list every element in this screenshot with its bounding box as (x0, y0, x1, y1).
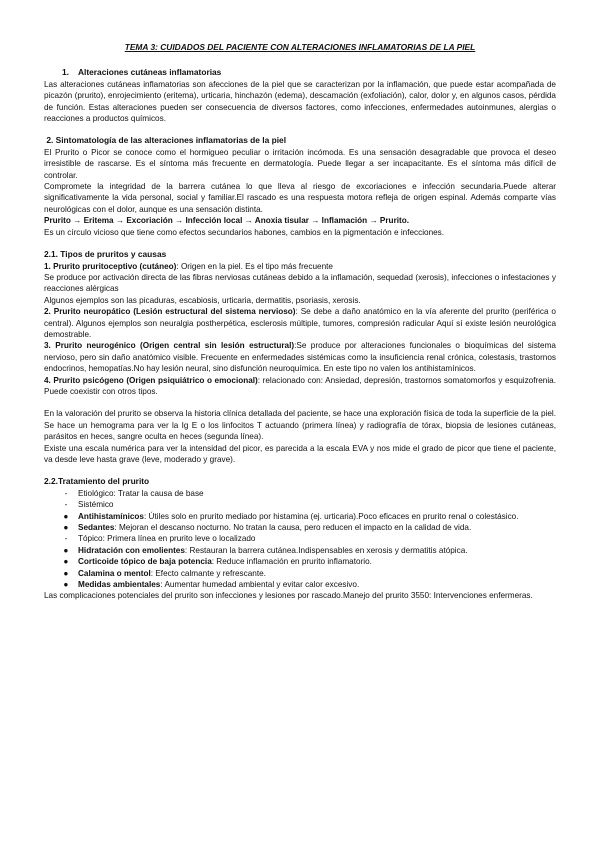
type-4-label: 4. Prurito psicógeno (Origen psiquiátrico o emocional) (44, 375, 258, 385)
assessment-paragraph-1: En la valoración del prurito se observa la historia clínica detallada del paciente, se hace una exploración física de toda la superficie de la piel. Se hace un hemograma para ver la Ig E o los linfocitos T actuando (primera línea) y radiografía de tórax, biopsia de lesiones cutáneas, parásitos en heces, sangre oculta en heces (segunda línea). (44, 409, 556, 442)
treatment-item: ● Calamina o mentol: Efecto calmante y refrescante. (44, 568, 556, 579)
list-marker: - (64, 500, 68, 510)
type-3-text: :Se produce por alteraciones funcionales o bioquímicas del sistema nervioso, pero sin daño anatómico visible. Frecuente en enfermedades sistémicas como la insuficiencia renal crónica, colestasis, trastornos endocrinos, hemopatías.No hay lesión neural, sino disfunción neuroquímica. En este tipo no valen los antihistamínicos. (44, 341, 556, 374)
section-2-1-heading: 2.1. Tipos de pruritos y causas (44, 249, 167, 260)
section-2-paragraph-1: El Prurito o Picor se conoce como el hormigueo peculiar o irritación incómoda. Es una sensación desagradable que provoca el deseo irresistible de rascarse. Es el síntoma más frecuente en dermatología. Puede llegar a ser incapacitante. Es el síntoma más difícil de controlar. (44, 147, 556, 180)
type-4-paragraph (44, 375, 556, 398)
document-title: TEMA 3: CUIDADOS DEL PACIENTE CON ALTERACIONES INFLAMATORIAS DE LA PIEL (124, 42, 476, 52)
type-1-paragraph-2: Algunos ejemplos son las picaduras, escabiosis, urticaria, dermatitis, psoriasis, xerosis. (44, 295, 361, 305)
treatment-item: ● Antihistamínicos: Útiles solo en prurito mediado por histamina (ej. urticaria).Poco eficaces en prurito renal o colestásico. (44, 511, 556, 522)
treatment-item: - Tópico: Primera línea en prurito leve o localizado (44, 533, 556, 544)
treatment-item: ● Medidas ambientales: Aumentar humedad ambiental y evitar calor excesivo. (44, 579, 556, 590)
assessment-paragraph-2: Existe una escala numérica para ver la intensidad del picor, es parecida a la escala EVA y nos mide el grado de picor que tiene el paciente, va desde leve hasta grave (leve, moderado y grave). (44, 443, 556, 464)
type-2-paragraph (44, 306, 556, 340)
bullet-icon: ● (63, 511, 69, 521)
type-2-text: : Se debe a daño anatómico en la vía aferente del prurito (periférica o central). Algunos ejemplos son neuralgia postherpética, esclerosis múltiple, tumores, compresión radicular Aquí sí existe lesión neurológica demostrable. (44, 307, 556, 339)
list-marker: - (64, 534, 68, 544)
type-4-text: : relacionado con: Ansiedad, depresión, trastornos somatomorfos y esquizofrenia. Puede coexistir con otros tipos. (44, 375, 556, 396)
section-2-2-heading: 2.2.Tratamiento del prurito (44, 476, 150, 487)
section-2-paragraph-2: Compromete la integridad de la barrera cutánea lo que lleva al riesgo de excoriaciones e infección secundaria.Puede alterar significativamente la vida personal, social y familiar.El rascado es una respuesta motora refleja de origen espinal. Además comparte vías neurológicas con el dolor, aunque es una sensación distinta. (44, 182, 556, 214)
type-3-label: 3. Prurito neurogénico (Origen central sin lesión estructural) (44, 341, 295, 351)
treatment-item: ● Hidratación con emolientes: Restauran la barrera cutánea.Indispensables en xerosis y dermatitis atópica. (44, 545, 556, 556)
type-1-paragraph-1: Se produce por activación directa de las fibras nerviosas cutáneas debido a la inflamación, sequedad (xerosis), infecciones o infestaciones y reacciones alérgicas (44, 272, 556, 294)
treatment-item: - Etiológico: Tratar la causa de base (44, 488, 556, 499)
treatment-list (44, 488, 556, 591)
type-1-text: : Origen en la piel. Es el tipo más frecuente (176, 261, 333, 271)
type-1-label: 1. Prurito pruritoceptivo (cutáneo) (44, 261, 177, 271)
section-1-paragraph: Las alteraciones cutáneas inflamatorias son afecciones de la piel que se caracterizan por la inflamación, que puede estar acompañada de picazón (prurito), enrojecimiento (eritema), urticaria, hinchazón (edema), descamación (exfoliación), calor, dolor y, en algunos casos, pérdida de función. Estas alteraciones pueden ser consecuencia de diversos factores, como infecciones, enfermedades autoinmunes, alergias o reacciones a productos químicos. (44, 79, 556, 124)
section-2-heading: 2. Sintomatología de las alteraciones inflamatorias de la piel (44, 135, 287, 146)
section-1-heading: 1. Alteraciones cutáneas inflamatorias (62, 67, 222, 78)
bullet-icon: ● (63, 557, 69, 567)
bullet-icon: ● (63, 568, 69, 578)
bullet-icon: ● (63, 545, 69, 555)
treatment-item: - Sistémico (44, 499, 556, 510)
section-2-paragraph-3: Es un círculo vicioso que tiene como efectos secundarios habones, cambios en la pigmentación e infecciones. (44, 227, 445, 237)
type-2-label: 2. Prurito neuropático (Lesión estructural del sistema nervioso) (44, 307, 296, 317)
type-1-line (44, 261, 556, 272)
type-3-paragraph (44, 340, 556, 374)
bullet-icon: ● (63, 523, 69, 533)
treatment-item: ● Sedantes: Mejoran el descanso nocturno. No tratan la causa, pero reducen el impacto en la calidad de vida. (44, 522, 556, 533)
pruritus-cycle-chain: Prurito → Eritema → Excoriación → Infección local → Anoxia tisular → Inflamación → Prurito. (44, 216, 410, 226)
treatment-item: ● Corticoide tópico de baja potencia: Reduce inflamación en prurito inflamatorio. (44, 556, 556, 567)
bullet-icon: ● (63, 580, 69, 590)
closing-paragraph: Las complicaciones potenciales del prurito son infecciones y lesiones por rascado.Manejo del prurito 3550: Intervenciones enfermeras. (44, 591, 533, 601)
list-marker: - (64, 488, 68, 498)
